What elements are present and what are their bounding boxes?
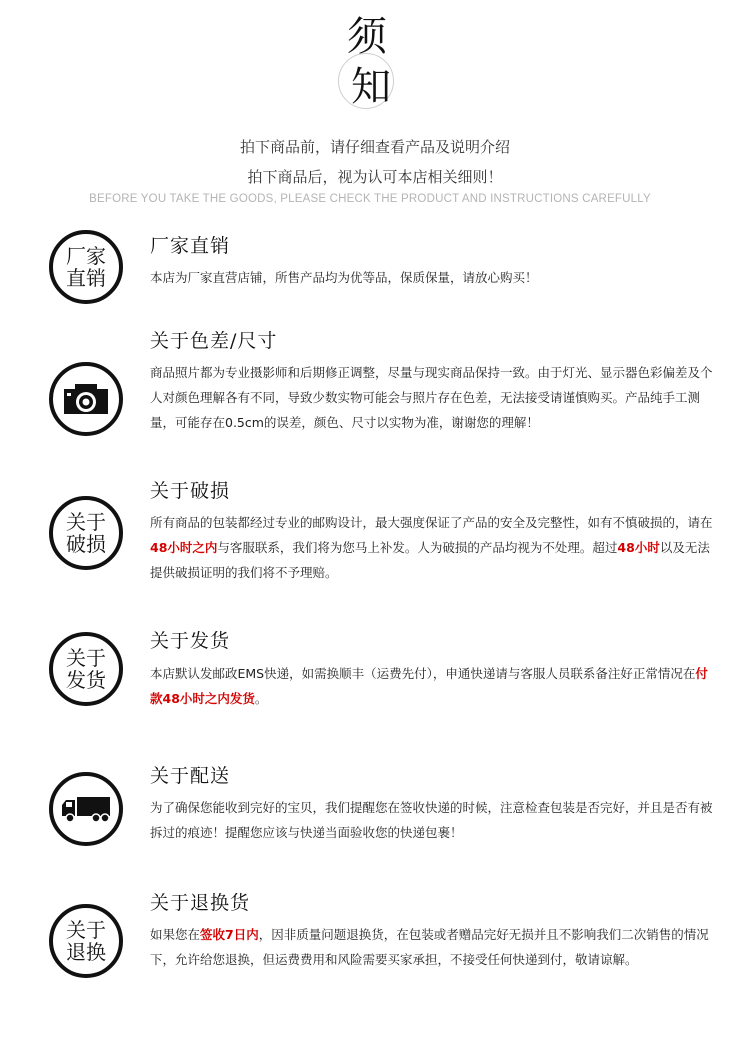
body-text: 为了确保您能收到完好的宝贝，我们提醒您在签收快递的时候，注意检查包装是否完好，并且是否有被拆过的痕迹！提醒您应该与快递当面验收您的快递包裹！ [150,800,713,840]
highlighted-text: 付款48小时之内发货 [150,666,708,706]
section-body [150,510,716,585]
badge-line-2: 发货 [66,668,106,692]
damage-badge [49,496,123,570]
section-title: 厂家直销 [150,235,231,257]
section-body [150,360,716,435]
body-text: 商品照片都为专业摄影师和后期修正调整，尽量与现实商品保持一致。由于灯光、显示器色彩偏差及个人对颜色理解各有不同，导致少数实物可能会与照片存在色差，无法接受请谨慎购买。产品纯手工测量，可能存在0.5cm的误差，颜色、尺寸以实物为准，谢谢您的理解！ [150,365,713,430]
intro-english: BEFORE YOU TAKE THE GOODS, PLEASE CHECK THE PRODUCT AND INSTRUCTIONS CAREFULLY [89,193,651,205]
body-text: 本店为厂家直营店铺，所售产品均为优等品，保质保量，请放心购买！ [150,270,538,285]
section-title: 关于退换货 [150,892,251,914]
section-body [150,922,716,972]
body-text: 。 [254,691,268,706]
body-text: 与客服联系，我们将为您马上补发。人为破损的产品均视为不处理。超过 [217,540,618,555]
notice-header [0,0,750,215]
intro-line-2: 拍下商品后，视为认可本店相关细则！ [247,168,503,186]
badge-line-2: 破损 [66,532,106,556]
highlighted-text: 签收7日内 [200,927,259,942]
badge-line-1: 厂家 [66,244,106,268]
badge-line-1: 关于 [66,510,106,534]
factory-direct-badge [49,230,123,304]
body-text: 本店默认发邮政EMS快递，如需换顺丰（运费先付），申通快递请与客服人员联系备注好正常情况在 [150,666,696,681]
title-char-1: 须 [347,14,387,60]
truck-icon [49,772,123,846]
section-body [150,265,716,290]
return-badge [49,904,123,978]
section-body [150,795,716,845]
camera-icon [49,362,123,436]
section-title: 关于发货 [150,630,231,652]
body-text: 如果您在 [150,927,201,942]
body-text: 以及无法提供破损证明的我们将不予理赔。 [150,540,710,580]
shipping-badge [49,632,123,706]
badge-line-2: 退换 [66,940,106,964]
badge-line-1: 关于 [66,646,106,670]
title-char-2: 知 [351,64,391,110]
badge-line-2: 直销 [66,266,106,290]
body-text: ，因非质量问题退换货，在包装或者赠品完好无损并且不影响我们二次销售的情况下，允许给您退换，但运费费用和风险需要买家承担，不接受任何快递到付，敬请谅解。 [150,927,709,967]
highlighted-text: 48小时 [617,540,660,555]
body-text: 所有商品的包装都经过专业的邮购设计，最大强度保证了产品的安全及完整性，如有不慎破损的，请在 [150,515,713,530]
section-title: 关于破损 [150,480,231,502]
section-body [150,661,716,711]
badge-line-1: 关于 [66,918,106,942]
highlighted-text: 48小时之内 [150,540,218,555]
section-title: 关于配送 [150,765,231,787]
section-title: 关于色差/尺寸 [150,330,278,352]
intro-line-1: 拍下商品前，请仔细查看产品及说明介绍 [239,138,510,156]
